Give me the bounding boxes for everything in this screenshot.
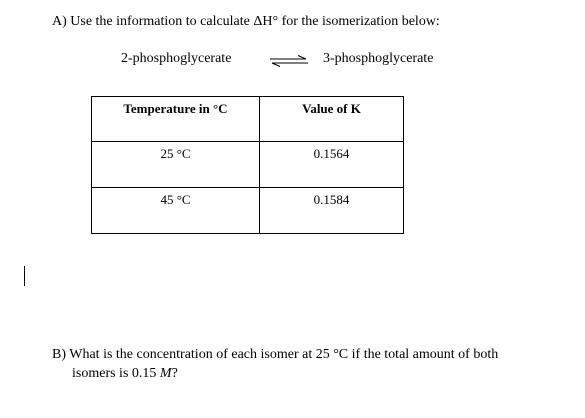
part-b-line-2 (52, 364, 577, 383)
equilibrium-arrow-icon (268, 55, 310, 67)
table-row (92, 142, 404, 188)
k-value-header: Value of K (260, 97, 404, 142)
table-row (92, 188, 404, 234)
reactant-label: 2-phosphoglycerate (121, 51, 232, 66)
temperature-header: Temperature in °C (92, 97, 260, 142)
product-label: 3-phosphoglycerate (323, 51, 434, 66)
k-value-cell: 0.1564 (260, 142, 404, 188)
part-b-line-1: B) What is the concentration of each isomer at 25 °C if the total amount of both (52, 347, 499, 362)
k-value-cell: 0.1584 (260, 188, 404, 234)
part-b-question-mark: ? (171, 366, 178, 381)
part-b-line-2-text: isomers is 0.15 (72, 366, 160, 381)
k-values-table (91, 96, 404, 234)
temperature-cell: 45 °C (92, 188, 260, 234)
table-header-row (92, 97, 404, 142)
text-cursor (24, 266, 25, 286)
molarity-unit: M (159, 366, 172, 381)
part-b-question (52, 345, 577, 383)
part-a-question: A) Use the information to calculate ΔH° for the isomerization below: (52, 14, 440, 29)
temperature-cell: 25 °C (92, 142, 260, 188)
